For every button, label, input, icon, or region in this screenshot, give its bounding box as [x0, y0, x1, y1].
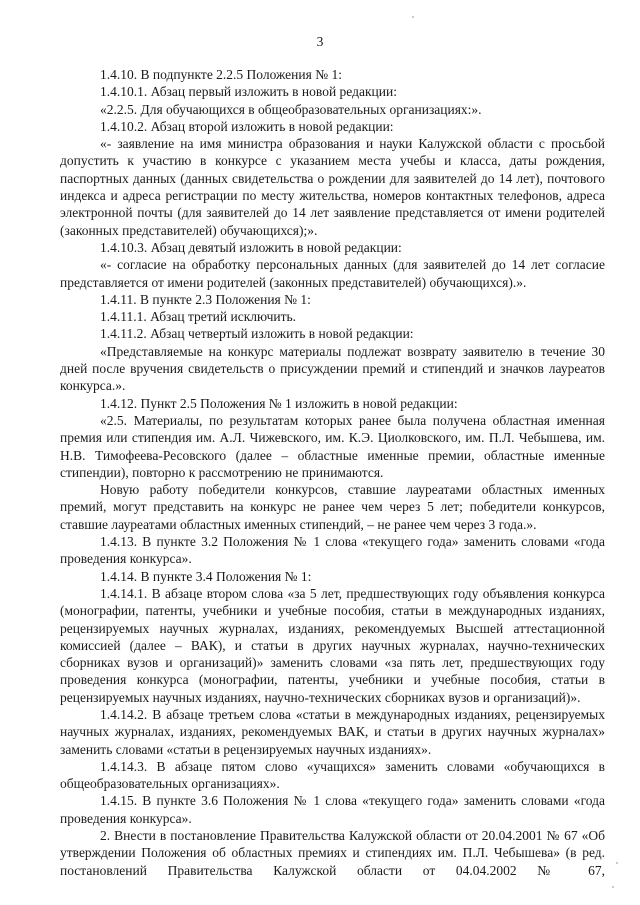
scan-speck	[616, 862, 618, 864]
paragraph: 1.4.14. В пункте 3.4 Положения № 1:	[100, 568, 312, 584]
paragraph: 1.4.11. В пункте 2.3 Положения № 1:	[100, 291, 311, 307]
paragraph: 1.4.10. В подпункте 2.2.5 Положения № 1:	[100, 67, 342, 82]
paragraph: 1.4.10.3. Абзац девятый изложить в новой редакции:	[100, 239, 402, 255]
paragraph: 1.4.15. В пункте 3.6 Положения № 1 слова «текущего года» заменить словами «года проведения конкурса».	[60, 793, 605, 826]
paragraph: «2.2.5. Для обучающихся в общеобразовательных организациях:».	[100, 101, 482, 117]
paragraph: 2. Внести в постановление Правительства Калужской области от 20.04.2001 № 67 «Об утверждении Положения об областных премиях и стипендиях им. П.Л. Чебышева» (в ред. постановлений Правительства Калужской области от 04.04.2002 № 67,	[60, 828, 605, 878]
paragraph: «- согласие на обработку персональных данных (для заявителей до 14 лет согласие представляется от имени родителей (законных представителей) обучающихся).».	[60, 257, 605, 290]
paragraph: 1.4.10.1. Абзац первый изложить в новой редакции:	[100, 84, 397, 100]
paragraph: 1.4.11.1. Абзац третий исключить.	[100, 309, 297, 325]
paragraph: 1.4.12. Пункт 2.5 Положения № 1 изложить в новой редакции:	[100, 395, 458, 411]
paragraph: 1.4.10.2. Абзац второй изложить в новой редакции:	[100, 118, 394, 134]
paragraph: 1.4.14.3. В абзаце пятом слово «учащихся» заменить словами «обучающихся в общеобразовательных организациях».	[60, 758, 605, 792]
paragraph: 1.4.14.2. В абзаце третьем слова «статьи в международных изданиях, рецензируемых научных журналах, изданиях, рекомендуемых ВАК, и статьи в других научных журналах» заменить словами «статьи в рецензируемых научных изданиях».	[60, 706, 605, 757]
paragraph: «Представляемые на конкурс материалы подлежат возврату заявителю в течение 30 дней после вручения свидетельств о присуждении премий и стипендий и значков лауреатов конкурса.».	[60, 343, 605, 394]
page-number: 3	[316, 34, 324, 49]
paragraph: 1.4.14.1. В абзаце втором слова «за 5 лет, предшествующих году объявления конкурса (монографии, патенты, учебники и учебные пособия, статьи в международных изданиях, рецензируемых научных журналах, изданиях, рекомендуемых Высшей аттестационной комиссией (далее – ВАК), и статьи в других научных журналах, научно-технических сборниках вузов и организаций)» заменить словами «за пять лет, предшествующих году проведения конкурса (монографии, патенты, учебники и учебные пособия, статьи в рецензируемых научных изданиях, научно-технических сборниках вузов и организаций)».	[60, 585, 605, 705]
paragraph: 1.4.11.2. Абзац четвертый изложить в новой редакции:	[100, 326, 414, 342]
paragraph: Новую работу победители конкурсов, ставшие лауреатами областных именных премий, могут представить на конкурс не ранее чем через 5 лет; победители конкурсов, ставшие лауреатами областных именных стипендий, – не ранее чем через 3 года.».	[60, 482, 605, 532]
scan-speck	[412, 16, 414, 18]
document-body	[60, 66, 605, 879]
paragraph: «- заявление на имя министра образования и науки Калужской области с просьбой допустить к участию в конкурсе с указанием места учебы и класса, даты рождения, паспортных данных (данных свидетельства о рождении для заявителей до 14 лет), почтового индекса и адреса регистрации по месту жительства, номеров контактных телефонов, адреса электронной почты (для заявителей до 14 лет заявление представляется от имени родителей (законных представителей) обучающихся);».	[60, 136, 605, 238]
scan-speck	[612, 886, 614, 888]
paragraph: 1.4.13. В пункте 3.2 Положения № 1 слова «текущего года» заменить словами «года проведения конкурса».	[60, 534, 605, 567]
paragraph: «2.5. Материалы, по результатам которых ранее была получена областная именная премия или стипендия им. А.Л. Чижевского, им. К.Э. Циолковского, им. П.Л. Чебышева, им. Н.В. Тимофеева-Ресовского (далее – областные именные премии, областные именные стипендии), повторно к рассмотрению не принимаются.	[60, 412, 605, 480]
